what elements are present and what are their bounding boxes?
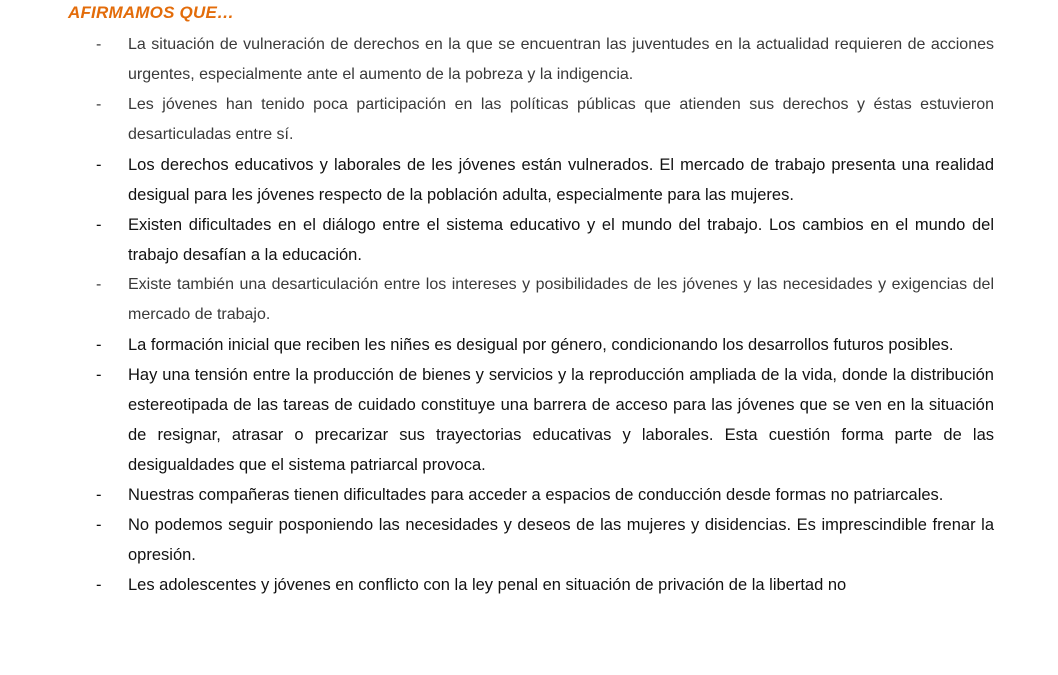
list-item-text: Los derechos educativos y laborales de les jóvenes están vulnerados. El mercado de trabajo presenta una realidad desigual para les jóvenes respecto de la población adulta, especialmente para las mujeres. [128, 156, 994, 204]
bullet-dash: - [96, 516, 102, 534]
statement-list [0, 30, 1058, 600]
bullet-dash: - [96, 96, 102, 113]
list-item-text: Les jóvenes han tenido poca participación en las políticas públicas que atienden sus derechos y éstas estuvieron desarticuladas entre sí. [128, 96, 994, 143]
bullet-dash: - [96, 156, 102, 174]
list-item-text: No podemos seguir posponiendo las necesidades y deseos de las mujeres y disidencias. Es imprescindible frenar la opresión. [128, 516, 994, 564]
list-item-text: Les adolescentes y jóvenes en conflicto con la ley penal en situación de privación de la libertad no [128, 576, 847, 594]
bullet-dash: - [96, 216, 102, 234]
bullet-dash: - [96, 36, 102, 53]
list-item [0, 30, 1058, 90]
list-item [0, 510, 1058, 570]
list-item-text: La formación inicial que reciben les niñes es desigual por género, condicionando los desarrollos futuros posibles. [128, 336, 954, 354]
list-item-text: La situación de vulneración de derechos en la que se encuentran las juventudes en la actualidad requieren de acciones urgentes, especialmente ante el aumento de la pobreza y la indigencia. [128, 36, 994, 83]
bullet-dash: - [96, 576, 102, 594]
list-item [0, 150, 1058, 210]
bullet-dash: - [96, 486, 102, 504]
list-item [0, 90, 1058, 150]
list-item [0, 270, 1058, 330]
bullet-dash: - [96, 276, 102, 293]
list-item [0, 360, 1058, 480]
bullet-dash: - [96, 336, 102, 354]
list-item-text: Nuestras compañeras tienen dificultades para acceder a espacios de conducción desde formas no patriarcales. [128, 486, 944, 504]
list-item [0, 210, 1058, 270]
list-item-text: Hay una tensión entre la producción de bienes y servicios y la reproducción ampliada de la vida, donde la distribución estereotipada de las tareas de cuidado constituye una barrera de acceso para las jóvenes que se ven en la situación de resignar, atrasar o precarizar sus trayectorias educativas y laborales. Esta cuestión forma parte de las desigualdades que el sistema patriarcal provoca. [128, 366, 994, 474]
list-item [0, 330, 1058, 360]
bullet-dash: - [96, 366, 102, 384]
list-item [0, 480, 1058, 510]
list-item [0, 570, 1058, 600]
list-item-text: Existe también una desarticulación entre los intereses y posibilidades de les jóvenes y las necesidades y exigencias del mercado de trabajo. [128, 276, 994, 323]
list-item-text: Existen dificultades en el diálogo entre el sistema educativo y el mundo del trabajo. Los cambios en el mundo del trabajo desafían a la educación. [128, 216, 994, 264]
section-heading: AFIRMAMOS QUE… [68, 3, 235, 22]
